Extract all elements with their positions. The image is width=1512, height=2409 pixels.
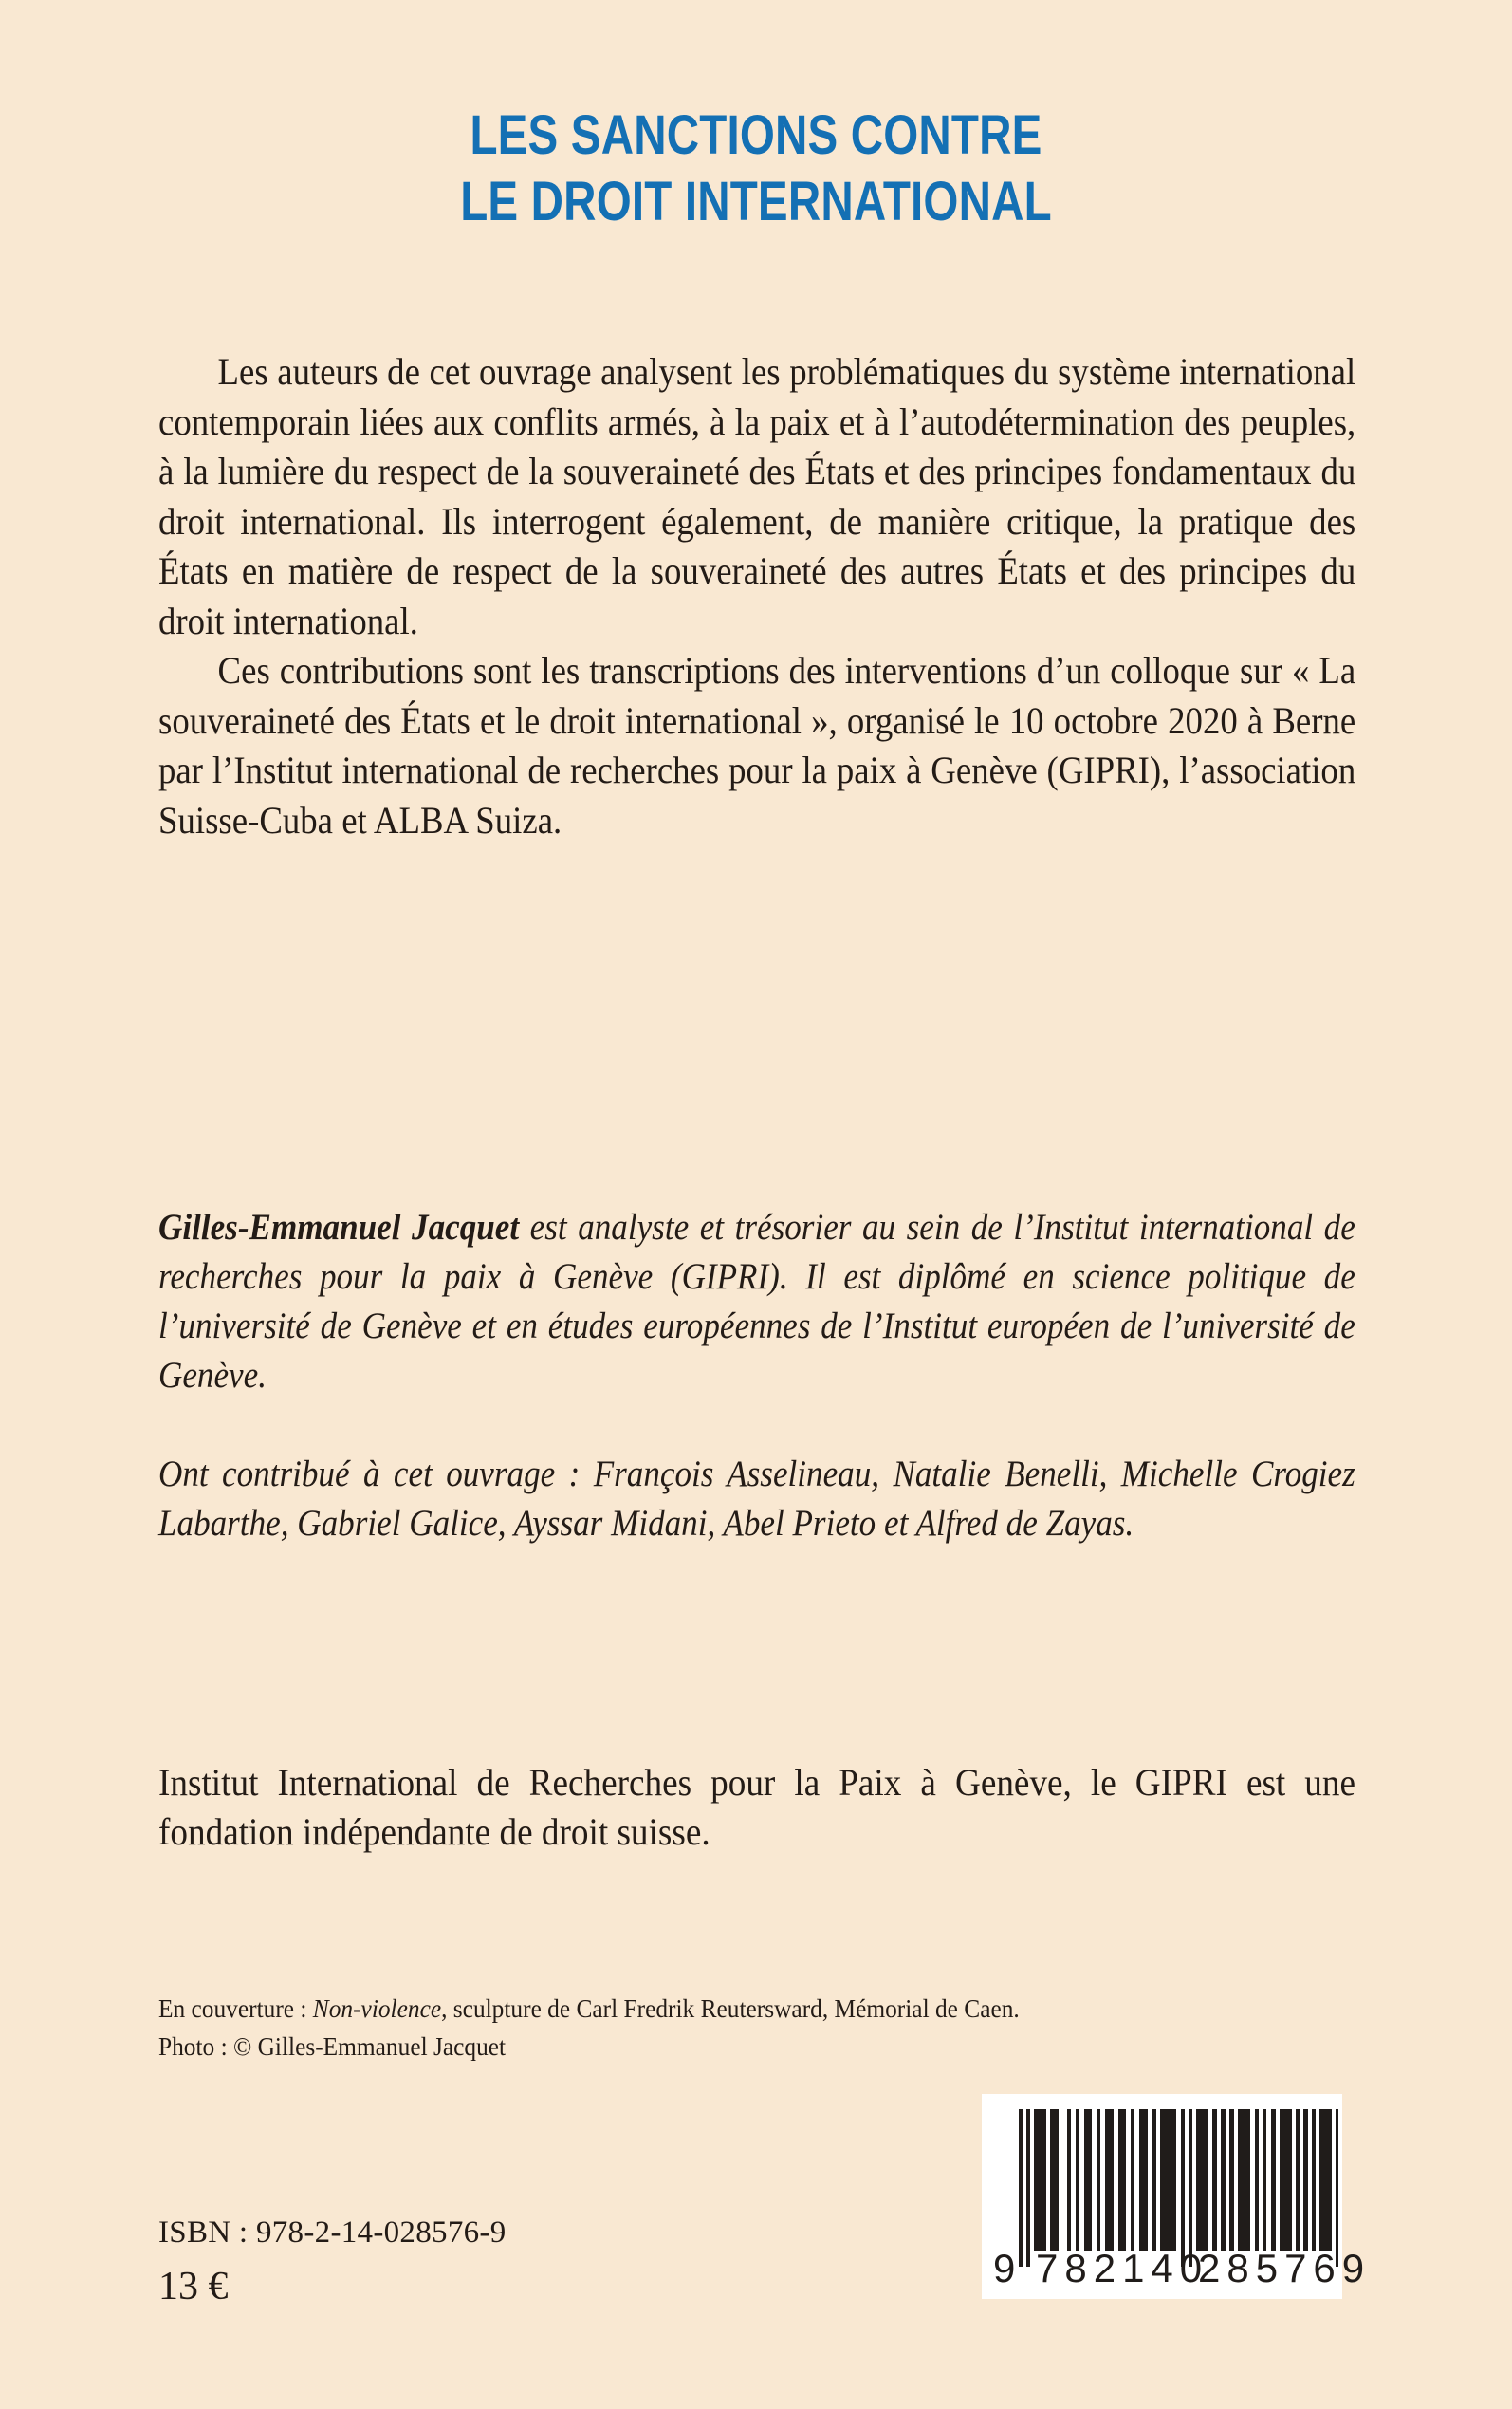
bio-spacer xyxy=(158,1400,1355,1450)
page-title xyxy=(0,102,1512,235)
barcode-digit-group-1: 782140 xyxy=(1036,2246,1209,2290)
price-text: 13 € xyxy=(158,2265,229,2308)
cover-artwork-title: Non-violence xyxy=(312,1994,442,2023)
contributors-paragraph: Ont contribué à cet ouvrage : François Asselineau, Natalie Benelli, Michelle Crogiez Labarthe, Gabriel Galice, Ayssar Midani, Abel Prieto et Alfred de Zayas. xyxy=(158,1454,1355,1544)
credits-text xyxy=(158,1990,1355,2066)
barcode-svg xyxy=(982,2094,1372,2299)
author-name: Gilles-Emmanuel Jacquet xyxy=(158,1207,520,1248)
barcode-digit-left: 9 xyxy=(993,2246,1016,2290)
blurb-section xyxy=(158,347,1355,845)
credits-section xyxy=(158,1990,1355,2066)
institute-text xyxy=(158,1758,1355,1857)
cover-credit-line xyxy=(158,1990,1355,2028)
isbn-text: ISBN : 978-2-14-028576-9 xyxy=(158,2215,507,2250)
barcode xyxy=(982,2094,1372,2299)
barcode-digit-group-2: 285769 xyxy=(1198,2246,1372,2290)
barcode-digits xyxy=(993,2246,1371,2290)
blurb-paragraph-1: Les auteurs de cet ouvrage analysent les problématiques du système international contemporain liées aux conflits armés, à la paix et à l’autodétermination des peuples, à la lumière du respect de la souveraineté des États et des principes fondamentaux du droit international. Ils interrogent également, de manière critique, la pratique des États en matière de respect de la souveraineté des autres États et des principes du droit international. xyxy=(158,350,1356,642)
blurb-text xyxy=(158,347,1355,845)
author-bio-section xyxy=(158,1203,1355,1548)
author-bio-text xyxy=(158,1203,1355,1548)
author-bio-paragraph xyxy=(158,1203,1355,1400)
title-line-2: LE DROIT INTERNATIONAL xyxy=(460,171,1052,232)
title-line-1: LES SANCTIONS CONTRE xyxy=(470,104,1042,166)
cover-credit-prefix: En couverture : xyxy=(158,1994,313,2023)
blurb-paragraph-2: Ces contributions sont les transcriptions des interventions d’un colloque sur « La souveraineté des États et le droit international », organisé le 10 octobre 2020 à Berne par l’Institut international de recherches pour la paix à Genève (GIPRI), l’association Suisse-Cuba et ALBA Suiza. xyxy=(158,649,1356,842)
photo-credit-line: Photo : © Gilles-Emmanuel Jacquet xyxy=(158,2032,507,2061)
cover-credit-suffix: , sculpture de Carl Fredrik Reutersward, Mémorial de Caen. xyxy=(441,1994,1020,2023)
institute-section xyxy=(158,1758,1355,1857)
institute-paragraph: Institut International de Recherches pour la Paix à Genève, le GIPRI est une fondation indépendante de droit suisse. xyxy=(158,1761,1356,1853)
author-bio-body: est analyste et trésorier au sein de l’Institut international de recherches pour la paix à Genève (GIPRI). Il est diplômé en science politique de l’université de Genève et en études européennes de l’Institut européen de l’université de Genève. xyxy=(158,1207,1355,1396)
